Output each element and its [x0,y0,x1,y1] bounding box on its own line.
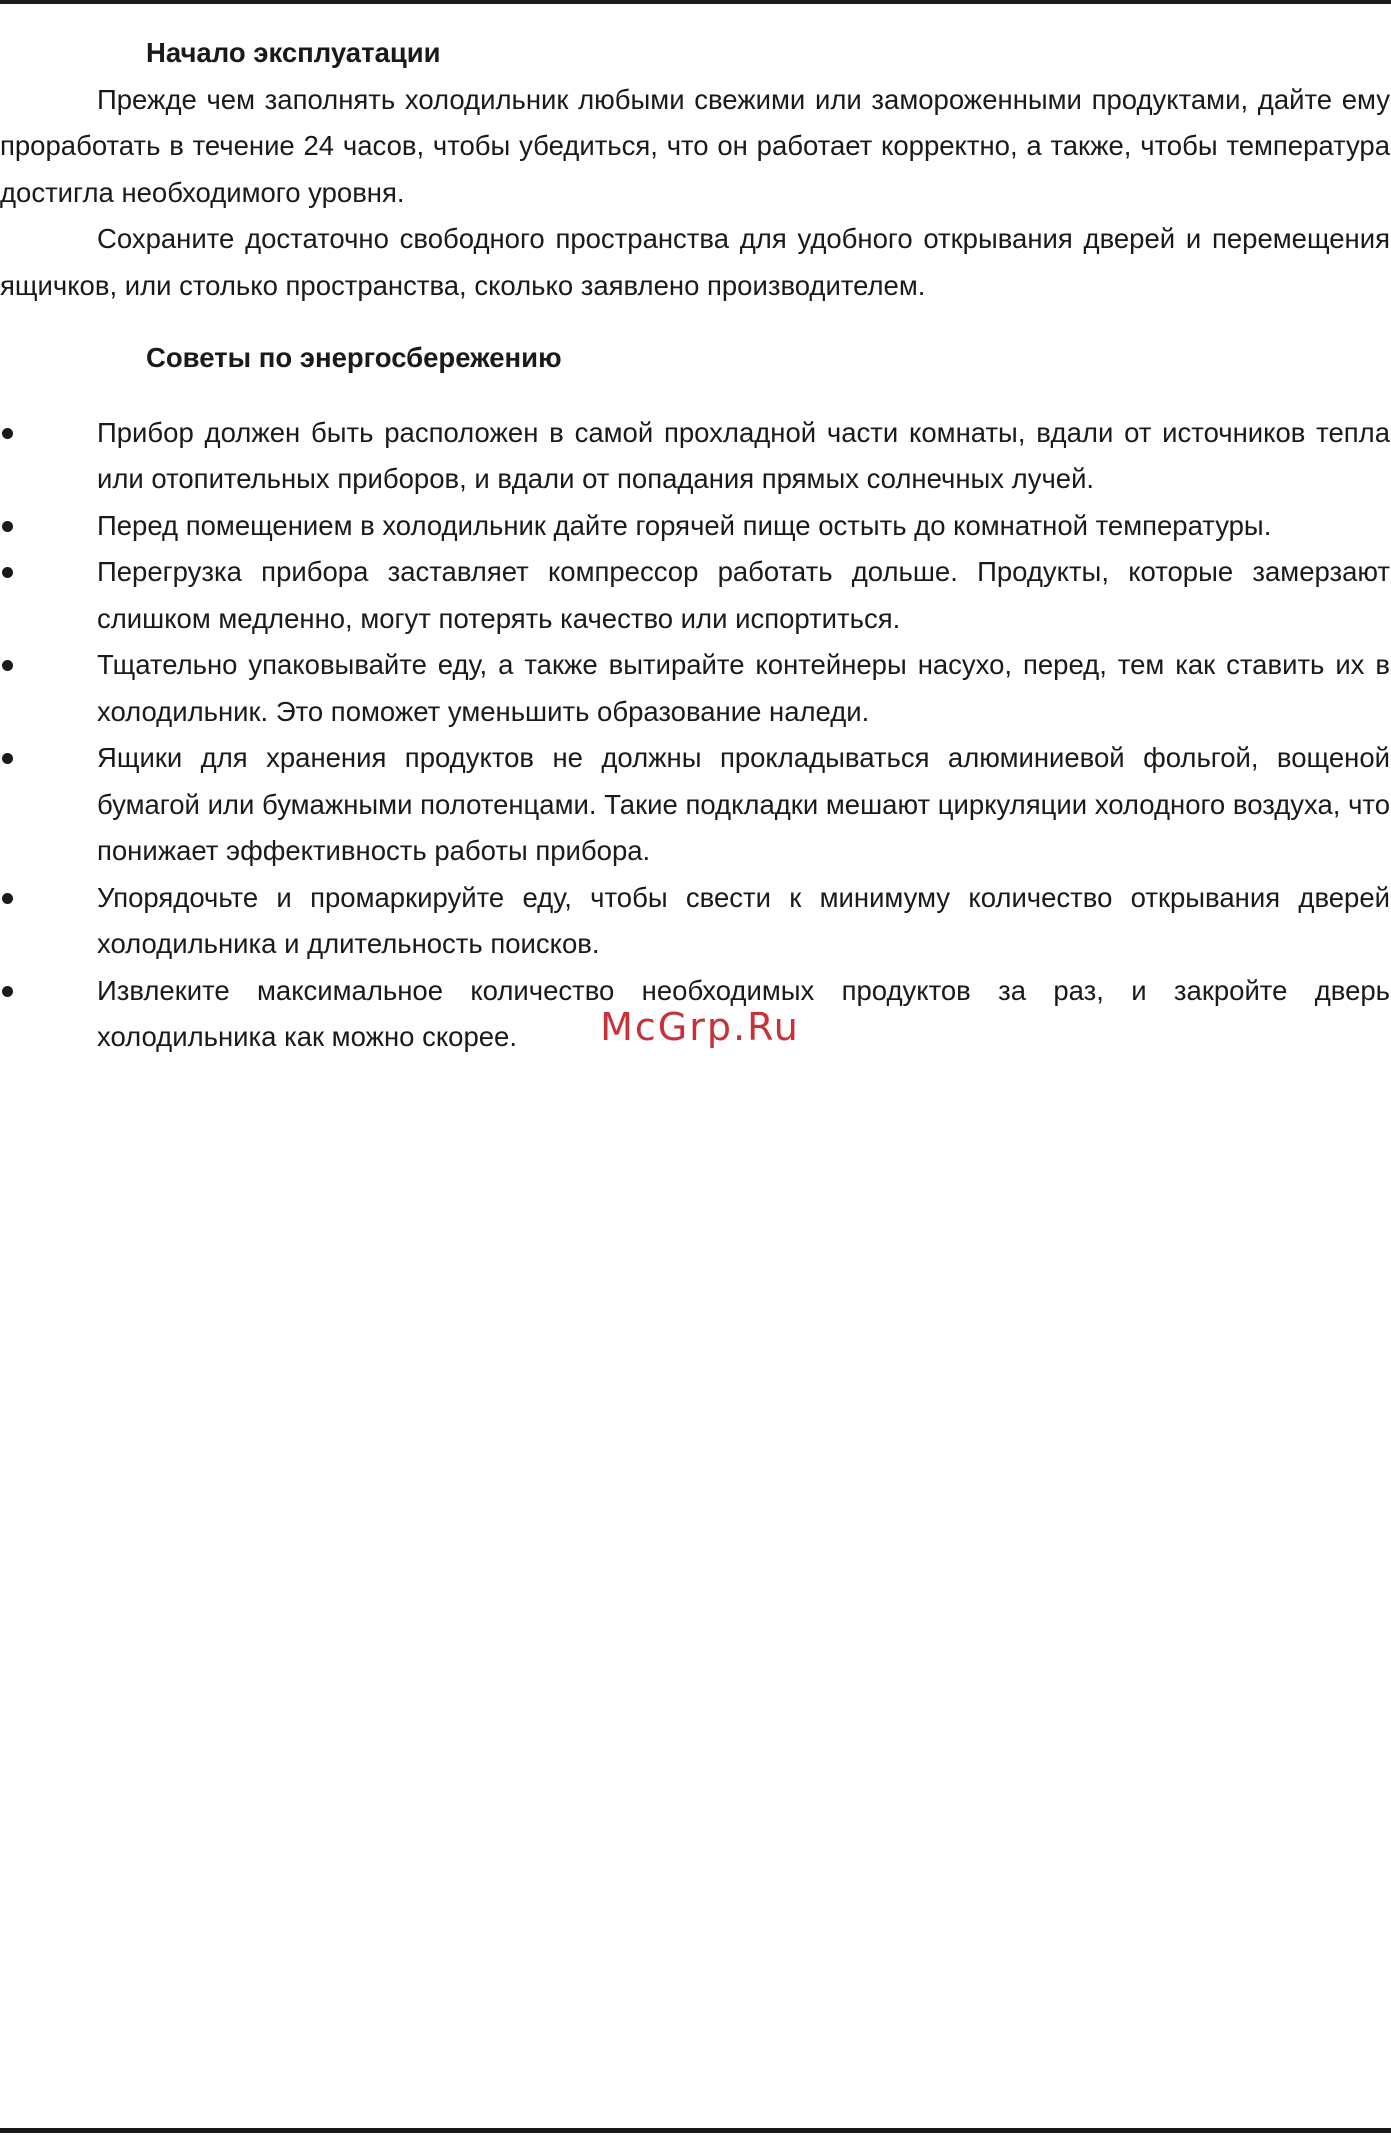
list-item [0,410,1390,503]
list-item [0,735,1390,875]
list-item-text: Тщательно упаковывайте еду, а также вытирайте контейнеры насухо, перед, тем как ставить их в холодильник. Это поможет уменьшить образование наледи. [97,649,1390,727]
list-item [0,875,1390,968]
energy-tips-list [0,410,1390,1061]
bullet-icon [2,986,13,997]
document-body [0,30,1390,1061]
watermark-logo: McGrp.Ru [600,1005,800,1049]
list-item-text: Извлеките максимальное количество необходимых продуктов за раз, и закройте дверь холодильника как можно скорее. [97,974,1390,1052]
bottom-rule [0,2128,1391,2133]
list-item-text: Ящики для хранения продуктов не должны прокладываться алюминиевой фольгой, вощеной бумагой или бумажными полотенцами. Такие подкладки мешают циркуляции холодного воздуха, что понижает эффективность работы прибора. [97,742,1390,866]
list-item-text: Упорядочьте и промаркируйте еду, чтобы свести к минимуму количество открывания дверей холодильника и длительность поисков. [97,881,1390,959]
top-rule [0,0,1391,4]
paragraph-first-run: Прежде чем заполнять холодильник любыми свежими или замороженными продуктами, дайте ему проработать в течение 24 часов, чтобы убедиться, что он работает корректно, а также, чтобы температура достигла необходимого уровня. [0,83,1390,208]
heading-energy-saving: Советы по энергосбережению [146,342,562,373]
bullet-icon [2,521,13,532]
paragraph-free-space: Сохраните достаточно свободного пространства для удобного открывания дверей и перемещения ящичков, или столько пространства, сколько заявлено производителем. [0,223,1390,301]
bullet-icon [2,567,13,578]
list-item-text: Перед помещением в холодильник дайте горячей пище остыть до комнатной температуры. [97,509,1272,541]
list-item-text: Перегрузка прибора заставляет компрессор работать дольше. Продукты, которые замерзают слишком медленно, могут потерять качество или испортиться. [97,556,1390,634]
list-item [0,642,1390,735]
bullet-icon [2,753,13,764]
list-item-text: Прибор должен быть расположен в самой прохладной части комнаты, вдали от источников тепла или отопительных приборов, и вдали от попадания прямых солнечных лучей. [97,416,1390,494]
bullet-icon [2,893,13,904]
list-item [0,503,1390,550]
bullet-icon [2,428,13,439]
heading-start-of-use: Начало эксплуатации [146,37,441,68]
bullet-icon [2,660,13,671]
list-item [0,549,1390,642]
